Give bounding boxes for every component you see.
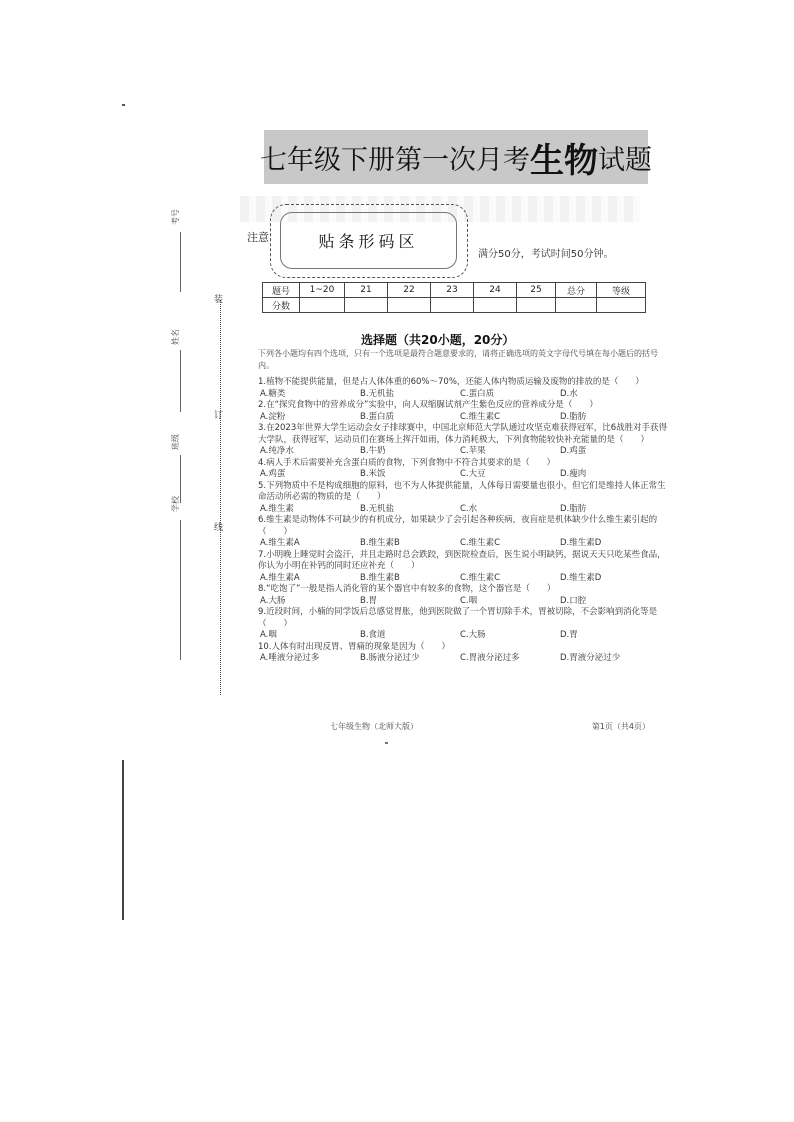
side-label-school: 学校 bbox=[171, 496, 180, 512]
option: B.食道 bbox=[360, 630, 386, 640]
side-line bbox=[180, 232, 181, 292]
option: B.维生素B bbox=[360, 538, 400, 548]
question-item bbox=[258, 458, 668, 481]
question-text: 2.在“探究食物中的营养成分”实验中，向人双缩脲试剂产生紫色反应的营养成分是（ ） bbox=[258, 400, 598, 410]
score-input-cell[interactable] bbox=[474, 298, 517, 313]
option: B.维生素B bbox=[360, 572, 400, 583]
question-text: 4.病人手术后需要补充含蛋白质的食物，下列食物中不符合其要求的是（ ） bbox=[258, 457, 556, 468]
option: B.胃 bbox=[360, 595, 378, 606]
question-item bbox=[258, 607, 668, 642]
option: C.维生素C bbox=[460, 572, 501, 583]
option: D.水 bbox=[560, 388, 578, 399]
option: A.维生素A bbox=[260, 538, 300, 548]
table-cell: 题号 bbox=[263, 283, 300, 298]
option: B.米饭 bbox=[360, 469, 386, 479]
table-cell: 24 bbox=[474, 283, 517, 298]
option: A.咽 bbox=[260, 630, 277, 640]
section-instructions: 下列各小题均有四个选项，只有一个选项是最符合题意要求的，请将正确选项的英文字母代号填在每小题后的括号内。 bbox=[258, 349, 658, 370]
question-item bbox=[258, 423, 668, 458]
option: B.肠液分泌过少 bbox=[360, 653, 420, 663]
option: A.维生素 bbox=[260, 503, 294, 514]
score-input-cell[interactable] bbox=[431, 298, 474, 313]
question-item bbox=[258, 400, 668, 423]
option: D.胃 bbox=[560, 630, 578, 640]
scan-edge-line bbox=[122, 760, 124, 920]
table-cell: 23 bbox=[431, 283, 474, 298]
option: B.蛋白质 bbox=[360, 411, 395, 422]
option: A.大肠 bbox=[260, 595, 286, 606]
scan-speck bbox=[385, 742, 388, 744]
table-cell: 22 bbox=[388, 283, 431, 298]
footer-page-number: 第1页（共4页） bbox=[591, 722, 650, 731]
page-footer bbox=[330, 721, 650, 732]
question-text: 10.人体有时出现反胃、胃痛的现象是因为（ ） bbox=[258, 641, 451, 652]
binding-mark: 装 bbox=[214, 295, 224, 305]
option: C.蛋白质 bbox=[460, 388, 495, 399]
title-suffix: 试题 bbox=[598, 144, 652, 176]
side-line bbox=[180, 350, 181, 412]
option: B.无机盐 bbox=[360, 503, 395, 514]
option: C.苹果 bbox=[460, 446, 486, 456]
option: D.脂肪 bbox=[560, 503, 587, 514]
notice-label: 注意 bbox=[247, 231, 269, 244]
barcode-label: 贴条形码区 bbox=[280, 212, 457, 269]
question-item bbox=[258, 515, 668, 550]
question-item bbox=[258, 377, 668, 400]
score-input-cell[interactable] bbox=[388, 298, 431, 313]
option: C.大豆 bbox=[460, 469, 486, 479]
option: C.维生素C bbox=[460, 538, 501, 548]
option: D.维生素D bbox=[560, 538, 602, 548]
table-cell: 21 bbox=[345, 283, 388, 298]
exam-info: 满分50分，考试时间50分钟。 bbox=[478, 249, 614, 260]
table-cell: 总分 bbox=[556, 283, 597, 298]
title-prefix: 七年级下册第一次月考 bbox=[260, 144, 530, 176]
question-text: 6.维生素是动物体不可缺少的有机成分，如果缺少了会引起各种疾病，夜盲症是机体缺少什么维生素引起的（ ） bbox=[258, 515, 658, 537]
score-input-cell[interactable] bbox=[517, 298, 556, 313]
question-text: 5.下列物质中不是构成细胞的原料，也不为人体提供能量，人体每日需要量也很小，但它们是维持人体正常生命活动所必需的物质的是（ ） bbox=[258, 480, 666, 502]
option: D.瘦肉 bbox=[560, 469, 587, 479]
binding-mark: 订 bbox=[214, 411, 224, 421]
option: A.糖类 bbox=[260, 388, 286, 399]
question-text: 1.植物不能提供能量，但是占人体体重的60%～70%，还能人体内物质运输及废物的排放的是（ ） bbox=[258, 377, 644, 387]
option: A.唾液分泌过多 bbox=[260, 653, 320, 663]
question-item bbox=[258, 481, 668, 516]
option: C.水 bbox=[460, 503, 478, 514]
title-subject: 生物 bbox=[530, 140, 598, 181]
score-input-cell[interactable] bbox=[345, 298, 388, 313]
table-cell: 25 bbox=[517, 283, 556, 298]
option: C.维生素C bbox=[460, 411, 501, 422]
barcode-area bbox=[270, 204, 468, 278]
side-label-name: 姓名 bbox=[171, 329, 180, 345]
option: D.脂肪 bbox=[560, 411, 587, 422]
option: C.胃液分泌过多 bbox=[460, 653, 520, 663]
option: B.无机盐 bbox=[360, 388, 395, 399]
question-text: 3.在2023年世界大学生运动会女子排球赛中，中国北京师范大学队通过攻坚克难获得冠军，比6战胜对手获得大学队，获得冠军，运动员们在赛场上挥汗如雨，体力消耗极大，下列食物能较快补充能量的是（ ） bbox=[258, 423, 668, 445]
side-line bbox=[180, 520, 181, 660]
question-item bbox=[258, 584, 668, 607]
score-input-cell[interactable] bbox=[300, 298, 345, 313]
option: D.维生素D bbox=[560, 572, 602, 583]
question-item bbox=[258, 642, 668, 665]
option: A.维生素A bbox=[260, 572, 300, 583]
score-input-cell[interactable] bbox=[597, 298, 646, 313]
question-text: 7.小明晚上睡觉时会盗汗，并且走路时总会跌跤，到医院检查后，医生说小明缺钙，据说天天只吃某些食品，你认为小明在补钙的同时还应补充（ ） bbox=[258, 549, 666, 571]
option: B.牛奶 bbox=[360, 446, 386, 456]
option: D.胃液分泌过少 bbox=[560, 653, 621, 663]
binding-mark: 线 bbox=[214, 523, 224, 533]
option: C.大肠 bbox=[460, 630, 486, 640]
footer-subject: 七年级生物（北师大版） bbox=[330, 722, 418, 731]
side-label-class: 班级 bbox=[171, 434, 180, 450]
score-table bbox=[262, 282, 646, 313]
scan-speck bbox=[122, 104, 125, 106]
question-text: 8.“吃饱了”一般是指人消化管的某个器官中有较多的食物，这个器官是（ ） bbox=[258, 584, 556, 594]
question-item bbox=[258, 550, 668, 585]
question-list bbox=[258, 377, 668, 665]
score-table-score-row bbox=[263, 298, 646, 313]
score-table-header-row bbox=[263, 283, 646, 298]
table-cell: 1~20 bbox=[300, 283, 345, 298]
table-cell: 等级 bbox=[597, 283, 646, 298]
section-title: 选择题（共20小题，20分） bbox=[361, 333, 515, 347]
option: A.鸡蛋 bbox=[260, 469, 286, 479]
option: D.鸡蛋 bbox=[560, 446, 587, 456]
score-input-cell[interactable] bbox=[556, 298, 597, 313]
binding-dotted-line bbox=[220, 300, 221, 695]
option: D.口腔 bbox=[560, 595, 587, 606]
question-text: 9.近段时间，小楠的同学饭后总感觉胃胀，他到医院做了一个胃切除手术，胃被切除，不会影响到消化等是（ ） bbox=[258, 607, 658, 629]
option: A.淀粉 bbox=[260, 411, 286, 422]
table-cell: 分数 bbox=[263, 298, 300, 313]
option: C.咽 bbox=[460, 595, 478, 606]
option: A.纯净水 bbox=[260, 446, 294, 456]
side-label-exam-no: 考号 bbox=[171, 209, 180, 225]
exam-title bbox=[260, 130, 652, 184]
